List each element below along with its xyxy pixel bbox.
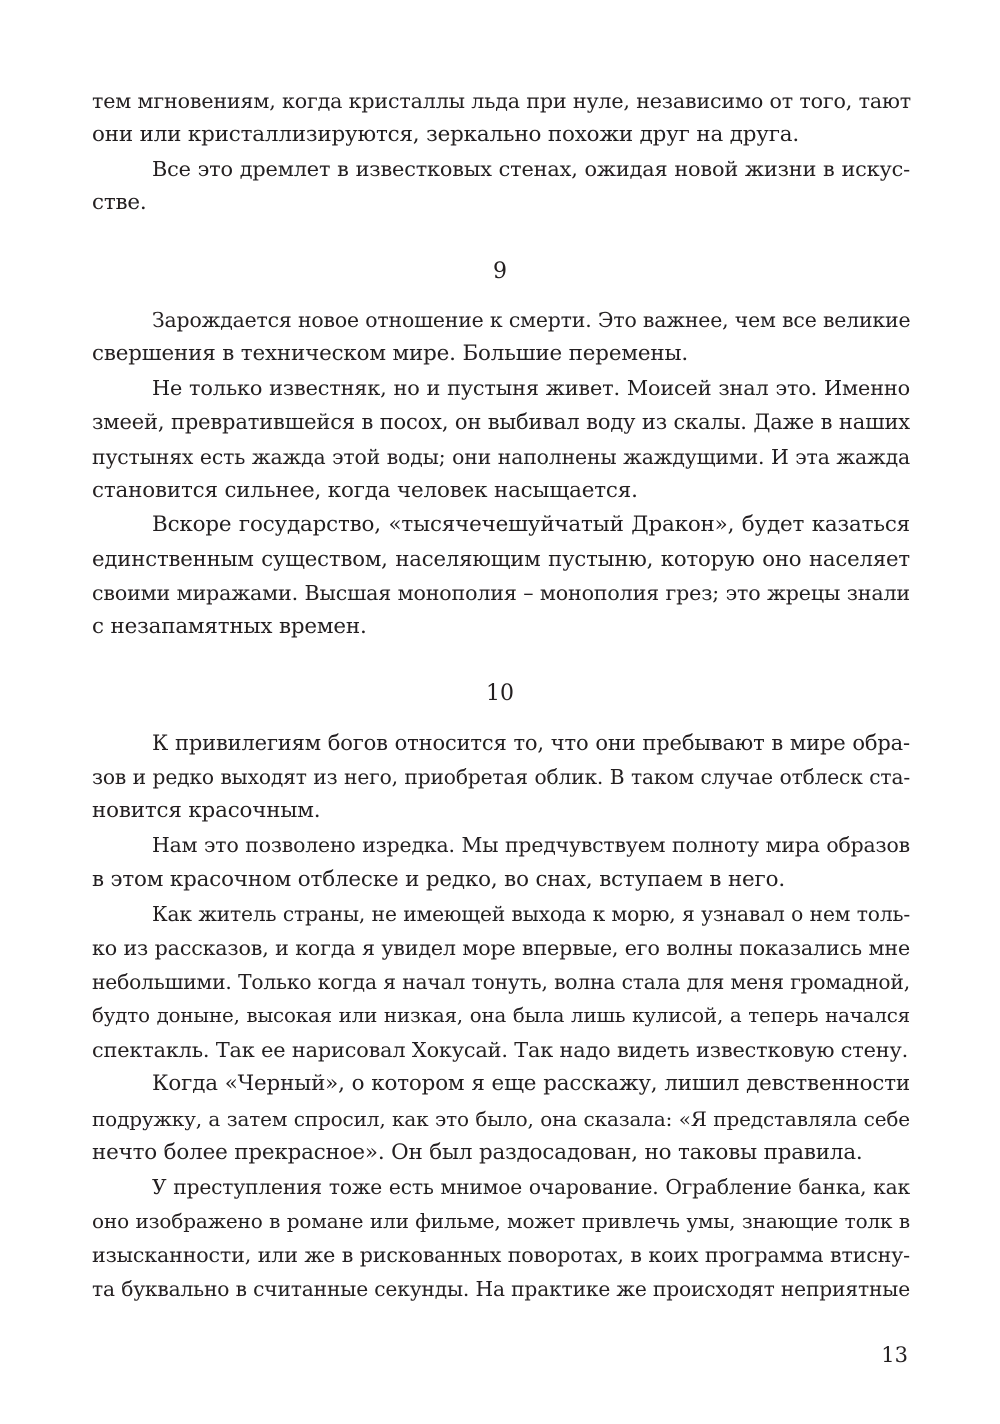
text-line: единственным существом, населяющим пустыню, которую оно населяет xyxy=(92,545,910,571)
text-line: пустынях есть жажда этой воды; они наполнены жаждущими. И эта жажда xyxy=(92,444,910,469)
text-line: новится красочным. xyxy=(92,798,321,824)
text-line: У преступления тоже есть мнимое очарование. Ограбление банка, как xyxy=(152,1174,910,1199)
text-line: своими миражами. Высшая монополия – монополия грез; это жрецы знали xyxy=(92,581,910,606)
text-line: свершения в техническом мире. Большие перемены. xyxy=(92,341,688,367)
text-line: змеей, превратившейся в посох, он выбивал воду из скалы. Даже в наших xyxy=(92,410,910,435)
text-line: становится сильнее, когда человек насыщается. xyxy=(92,477,638,503)
text-line: Не только известняк, но и пустыня живет. Моисей знал это. Именно xyxy=(152,376,910,401)
text-line: тем мгновениям, когда кристаллы льда при нуле, независимо от того, тают xyxy=(92,89,911,113)
text-line: та буквально в считанные секунды. На практике же происходят неприятные xyxy=(92,1277,910,1302)
text-line: стве. xyxy=(92,190,147,216)
section-heading-9: 9 xyxy=(493,259,507,284)
text-line: зов и редко выходят из него, приобретая облик. В таком случае отблеск ста- xyxy=(92,765,910,790)
text-line: с незапамятных времен. xyxy=(92,614,367,640)
text-line: ко из рассказов, и когда я увидел море впервые, его волны показались мне xyxy=(92,935,910,960)
text-line: нечто более прекрасное». Он был раздосадован, но таковы правила. xyxy=(92,1139,863,1165)
text-line: в этом красочном отблеске и редко, во снах, вступаем в него. xyxy=(92,866,785,892)
text-block-3 xyxy=(92,726,910,1306)
page-number: 13 xyxy=(881,1343,908,1367)
text-block-1 xyxy=(92,84,910,221)
text-line: подружку, а затем спросил, как это было, она сказала: «Я представляла себе xyxy=(92,1106,910,1131)
text-block-2 xyxy=(92,303,910,644)
text-line: небольшими. Только когда я начал тонуть, волна стала для меня громадной, xyxy=(92,969,910,994)
text-line: Зарождается новое отношение к смерти. Это важнее, чем все великие xyxy=(152,308,911,332)
text-line: Нам это позволено изредка. Мы предчувствуем полноту мира образов xyxy=(152,833,910,858)
text-line: изысканности, или же в рискованных поворотах, в коих программа втисну- xyxy=(92,1243,910,1268)
section-heading-10: 10 xyxy=(486,681,514,706)
text-line: будто доныне, высокая или низкая, она была лишь кулисой, а теперь начался xyxy=(92,1004,910,1028)
text-line: Когда «Черный», о котором я еще расскажу, лишил девственности xyxy=(152,1071,910,1097)
text-line: К привилегиям богов относится то, что они пребывают в мире обра- xyxy=(152,731,910,755)
text-line: Все это дремлет в известковых стенах, ожидая новой жизни в искус- xyxy=(152,157,910,182)
text-line: они или кристаллизируются, зеркально похожи друг на друга. xyxy=(92,122,800,148)
text-line: оно изображено в романе или фильме, может привлечь умы, знающие толк в xyxy=(92,1208,910,1233)
text-line: спектакль. Так ее нарисовал Хокусай. Так надо видеть известковую стену. xyxy=(92,1038,909,1063)
text-line: Вскоре государство, «тысячечешуйчатый Дракон», будет казаться xyxy=(152,511,910,537)
text-line: Как житель страны, не имеющей выхода к морю, я узнавал о нем толь- xyxy=(152,901,910,926)
